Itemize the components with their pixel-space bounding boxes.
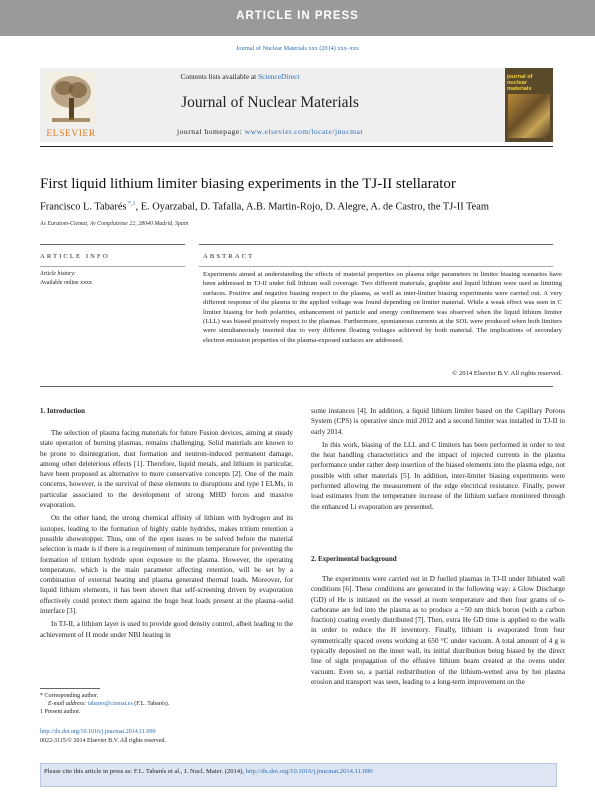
elsevier-wordmark: ELSEVIER	[46, 128, 96, 139]
article-info-top-rule	[40, 244, 185, 245]
right-column-body-top	[311, 406, 565, 512]
experimental-paragraph-1: The experiments were carried out in D fuelled plasmas in TJ-II under lithiated wall conditions [6]. These conditions are generated in the following way: a Glow Discharge (GD) of He is initiated on the vessel at room temperature and then four grams of o-carborane are fed into the plasma as to produce a ~50 nm thick boron (with a carbon fraction) coating evenly distributed [7]. Then, extra He GD time is applied to the walls in order to reduce the H inventory. Finally, lithium is evaporated from four symmetrically spaced ovens working at 650 °C under vacuum. A total amount of 4 g is typically deposited on the inner wall, its initial distribution being biased by the direct line of sight propagation of the effusive lithium beam created at the ovens under vacuum. Even so, a partial redistribution of the lithium-wetted area by hot plasma erosion and transport was seen, leading to a long-term improvement on the	[311, 575, 565, 686]
available-online-date: Available online xxxx	[40, 280, 92, 286]
sciencedirect-link[interactable]: ScienceDirect	[258, 72, 300, 81]
article-info-separator	[40, 266, 185, 267]
affiliation: As Euratom-Ciemat, Av Complutense 22, 28040 Madrid, Spain	[40, 221, 189, 227]
journal-homepage: journal homepage: www.elsevier.com/locate/jnucmat	[177, 127, 363, 136]
intro-paragraph-5: In this work, biasing of the LLL and C limiters has been performed in order to test the heat handling characteristics and the impact of injected currents in the plasma performance under rather deep insertion of the biased elements into the plasma edge, not possible with other materials [5]. In addition, inter-limiter biasing experiments were performed allowing the measurement of the edge electrical resistance. Finally, power load estimates from the temperature increase of the lithium surface monitored through the enhanced Li evaporation are presented.	[311, 440, 565, 511]
header-divider	[40, 146, 553, 147]
author-email-link[interactable]: tabares@ciemat.es	[87, 701, 133, 707]
intro-paragraph-4: some instances [4]. In addition, a liquid lithium limiter based on the Capillary Porous System (CPS) is operative since mid 2012 and a second limiter was installed in TJ-II in early 2014.	[311, 407, 565, 436]
abstract-copyright: © 2014 Elsevier B.V. All rights reserved.	[452, 370, 562, 377]
article-info-heading: ARTICLE INFO	[40, 253, 110, 260]
cite-this-article-text: Please cite this article in press as: F.L. Tabarés et al., J. Nucl. Mater. (2014), http://dx.doi.org/10.1016/j.jnucmat.2014.11.090	[44, 768, 373, 775]
intro-paragraph-3: In TJ-II, a lithium layer is used to provide good density control, albeit leading to the achievement of H mode under NBI heating in	[40, 620, 293, 639]
right-column-body-bottom	[311, 574, 565, 687]
homepage-link[interactable]: www.elsevier.com/locate/jnucmat	[244, 127, 363, 136]
doi-link[interactable]: http://dx.doi.org/10.1016/j.jnucmat.2014.11.090	[40, 729, 156, 735]
issn-copyright: 0022-3115/© 2014 Elsevier B.V. All rights reserved.	[40, 738, 167, 744]
paper-title: First liquid lithium limiter biasing experiments in the TJ-II stellarator	[40, 176, 456, 192]
left-column-body	[40, 428, 293, 640]
author-list: Francisco L. Tabarés $^{*,1}$, E. Oyarzabal, D. Tafalla, A.B. Martin-Rojo, D. Alegre, A. de Castro, the TJ-II Team	[40, 201, 489, 213]
journal-cover-title: journal of nuclear materials	[507, 74, 533, 93]
article-history-label: Article history:	[40, 271, 76, 277]
journal-cover-image	[508, 94, 550, 138]
journal-citation-header[interactable]: Journal of Nuclear Materials xxx (2014) xxx–xxx	[235, 45, 360, 52]
corresponding-author-note: * Corresponding author.	[40, 693, 99, 699]
section-2-heading: 2. Experimental background	[311, 555, 397, 563]
present-address-note: 1 Present author.	[40, 709, 81, 715]
intro-paragraph-1: The selection of plasma facing materials for future Fusion devices, aiming at steady state operation of burning plasmas, remains challenging. Solid materials are known to be prone to disintegration, dust formation and neutron-induced permanent damage, among other deleterious effects [1]. Therefore, liquid metals, and lithium in particular, have been proposed as alternative to more conservative concepts [2]. One of the main concerns, however, is the survival of these elements to disruptions and type I ELMs, in particular associated to the development of strong MHD forces and massive evaporation.	[40, 429, 293, 510]
intro-paragraph-2: On the other hand, the strong chemical affinity of lithium with hydrogen and its isotopes, leading to the formation of highly stable hydrides, makes tritium retention a possible showstopper. Thus, one of the open issues to be solved before the material selection is made is if there is a requirement of minimum temperature for preventing the formation of tritium hydride upon exposure to the plasma. However, the operating temperature, which is the main parameter affecting retention, will be set by a combination of external heating and plasma generated thermal loads. Moreover, for liquid lithium elements, it has been shown that self-screening driven by evaporation effectively could protect them against the huge heat loads present at the plasma–solid interface [3].	[40, 514, 293, 616]
abstract-top-rule	[199, 244, 553, 245]
section-1-heading: 1. Introduction	[40, 407, 85, 415]
abstract-heading: ABSTRACT	[203, 253, 255, 260]
cite-doi-link[interactable]: http://dx.doi.org/10.1016/j.jnucmat.2014.11.090	[245, 768, 373, 775]
author-footnote-marks[interactable]: *,1	[126, 201, 136, 207]
abstract-separator	[199, 266, 553, 267]
email-note: E-mail address: tabares@ciemat.es (F.L. Tabarés).	[48, 701, 170, 707]
journal-title: Journal of Nuclear Materials	[181, 94, 359, 111]
footnotes	[40, 692, 293, 716]
corresponding-author-name[interactable]: Francisco L. Tabarés	[40, 201, 127, 213]
contents-line: Contents lists available at ScienceDirect	[180, 72, 300, 81]
abstract-bottom-rule	[40, 386, 553, 387]
abstract-text: Experiments aimed at understanding the effects of material properties on plasma edge parameters in limiter biasing scenarios have been addressed in TJ-II under full lithium wall coverage. Two different materials, graphite and liquid lithium were used as limiting surfaces. Positive and negative biasing respect to the plasma, as well as inter-limiter biasing experiments were carried out. A very different response of the plasma to the applied voltage was found depending on limiter material. While a weak effect was seen in C limiter biasing for both polarities, enhancement of particle and energy confinement was observed when the liquid lithium limiter (LLL) was biased positively respect to the plasmas. Furthermore, spontaneous currents at the SOL were produced when both limiters were simultaneously inserted due to very different floating voltages achieved by both material. The implications of secondary electron emission properties of the plasma-exposed surfaces are addressed.	[203, 271, 562, 344]
article-in-press-label: ARTICLE IN PRESS	[236, 10, 359, 22]
cite-this-article-box	[40, 763, 557, 787]
footnote-rule	[40, 688, 100, 689]
